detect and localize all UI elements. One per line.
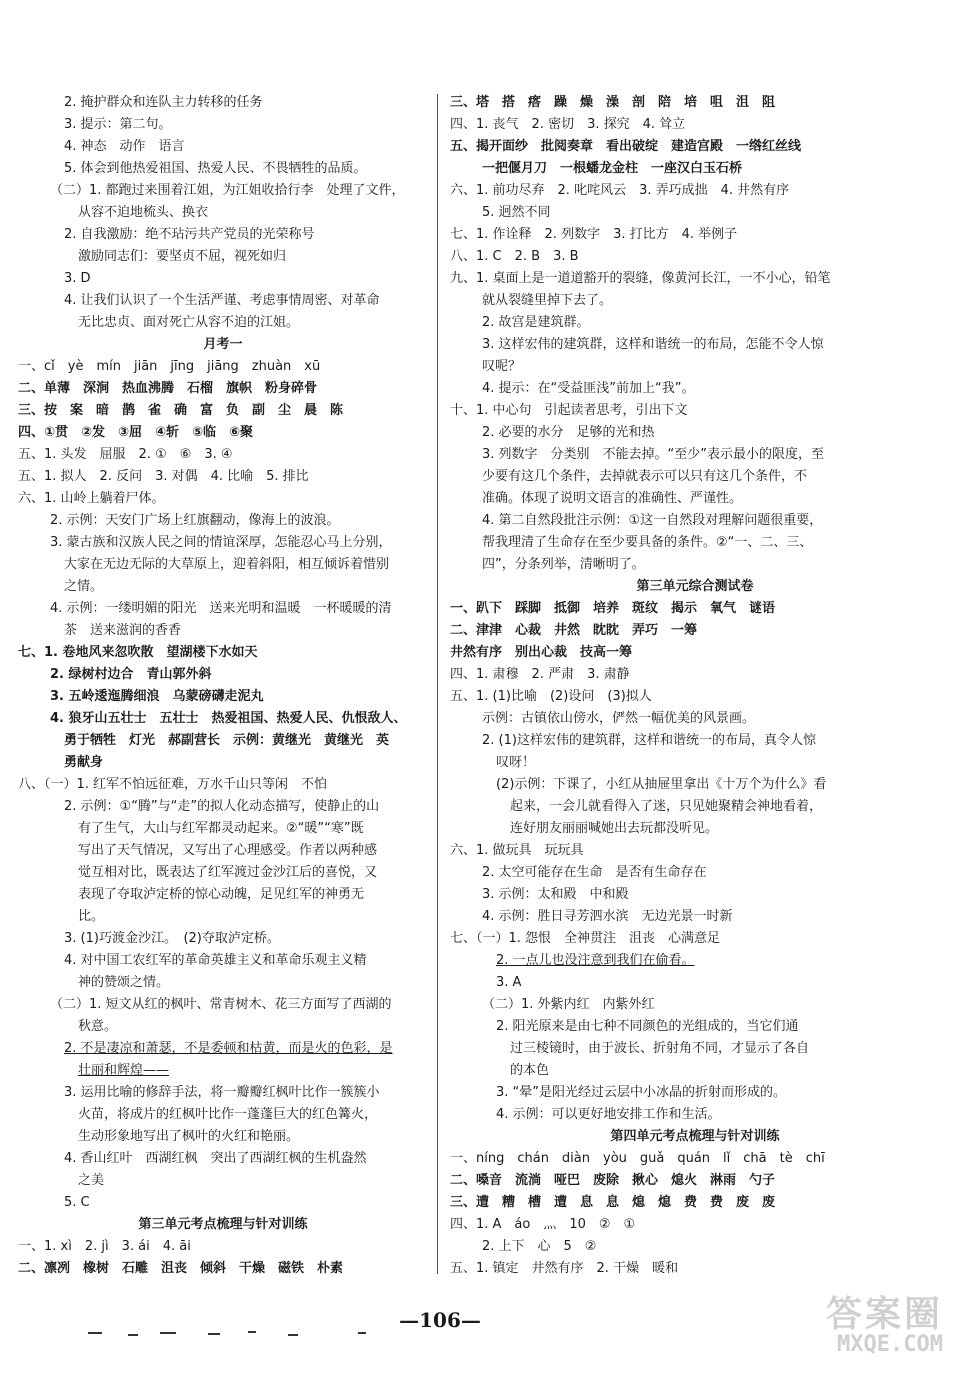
answer-line: 七、1. 卷地风来忽吹散 望湖楼下水如天 <box>18 645 258 660</box>
answer-line: 准确。体现了说明文语言的准确性、严谨性。 <box>482 491 743 506</box>
answer-line: 比。 <box>78 909 105 924</box>
answer-line: 三、塔 搭 瘩 躁 燥 澡 剖 陪 培 咀 沮 阻 <box>450 95 776 110</box>
answer-line: 五、1. (1)比喻 (2)设问 (3)拟人 <box>450 689 652 704</box>
answer-line: 2. 掩护群众和连队主力转移的任务 <box>64 95 263 110</box>
answer-line: （二）1. 短文从红的枫叶、常青树木、花三方面写了西湖的 <box>50 997 392 1012</box>
answer-line: 四”，分条列举，清晰明了。 <box>482 557 645 572</box>
answer-line: 3. 五岭逶迤腾细浪 乌蒙磅礴走泥丸 <box>50 689 264 704</box>
answer-line: 起来，一会儿就看得入了迷，只见她聚精会神地看着， <box>510 799 823 814</box>
answer-line: 3. 这样宏伟的建筑群，这样和谐统一的布局，怎能不令人惊 <box>482 337 824 352</box>
answer-line: 2. 上下 心 5 ② <box>482 1239 597 1254</box>
answer-line: 示例：古镇依山傍水，俨然一幅优美的风景画。 <box>482 711 756 726</box>
answer-line: 无比忠贞、面对死亡从容不迫的江姐。 <box>78 315 300 330</box>
answer-line: 少要有这几个条件，去掉就表示可以只有这几个条件，不 <box>482 469 808 484</box>
answer-line: 激励同志们：要坚贞不屈，视死如归 <box>78 249 287 264</box>
answer-line: 2. 自我激励：绝不玷污共产党员的光荣称号 <box>64 227 315 242</box>
answer-line: 3. D <box>64 271 91 286</box>
section-heading: 第三单元综合测试卷 <box>636 579 754 594</box>
answer-line: （二）1. 外紫内红 内紫外红 <box>482 997 655 1012</box>
answer-line: 二、单薄 深涧 热血沸腾 石榴 旗帜 粉身碎骨 <box>18 381 318 396</box>
answer-line: 秋意。 <box>78 1019 118 1034</box>
answer-line: 一、趴下 踩脚 抵御 培养 斑纹 揭示 氧气 谜语 <box>450 601 776 616</box>
answer-line: (2)示例：下课了，小红从抽屉里拿出《十万个为什么》看 <box>496 777 827 792</box>
answer-line: 4. 示例：可以更好地安排工作和生活。 <box>496 1107 721 1122</box>
answer-line: 七、1. 作诠释 2. 列数字 3. 打比方 4. 举例子 <box>450 227 738 242</box>
watermark-url: MXQE.COM <box>837 1332 943 1357</box>
answer-line: 一、1. xì 2. jì 3. ái 4. āi <box>18 1239 191 1254</box>
answer-line: 五、1. 拟人 2. 反问 3. 对偶 4. 比喻 5. 排比 <box>18 469 309 484</box>
answer-line: 4. 香山红叶 西湖红枫 突出了西湖红枫的生机盎然 <box>64 1151 367 1166</box>
answer-line: 2. 太空可能存在生命 是否有生命存在 <box>482 865 707 880</box>
answer-line: 三、遭 糟 槽 遭 息 息 熄 熄 费 费 废 废 <box>450 1195 776 1210</box>
section-heading: 第三单元考点梳理与针对训练 <box>138 1217 308 1232</box>
watermark-logo: 答案圈 <box>825 1294 943 1335</box>
answer-line: 勇于牺牲 灯光 郝副营长 示例：黄继光 黄继光 英 <box>64 733 390 748</box>
answer-line: 3. 运用比喻的修辞手法，将一瓣瓣红枫叶比作一簇簇小 <box>64 1085 380 1100</box>
answer-line: 2. 不是凄凉和萧瑟，不是委顿和枯黄，而是火的色彩，是 <box>64 1041 393 1056</box>
answer-line: 一把偃月刀 一根蟠龙金柱 一座汉白玉石桥 <box>482 161 743 176</box>
answer-line: 4. 让我们认识了一个生活严谨、考虑事情周密、对革命 <box>64 293 380 308</box>
answer-line: 4. 示例：一缕明媚的阳光 送来光明和温暖 一杯暖暖的清 <box>50 601 392 616</box>
answer-line: 2. 阳光原来是由七种不同颜色的光组成的，当它们通 <box>496 1019 799 1034</box>
answer-line: 八、（一）1. 红军不怕远征难，万水千山只等闲 不怕 <box>18 777 328 792</box>
answer-line: 十、1. 中心句 引起读者思考，引出下文 <box>450 403 688 418</box>
left-column <box>18 92 428 1280</box>
section-heading: 月考一 <box>203 337 243 352</box>
answer-line: 一、níng chán diàn yòu guǎ quán lǐ chā tè chī <box>450 1151 825 1166</box>
answer-line: 连好朋友丽丽喊她出去玩都没听见。 <box>510 821 719 836</box>
answer-line: 从容不迫地梳头、换衣 <box>78 205 209 220</box>
answer-line: 八、1. C 2. B 3. B <box>450 249 579 264</box>
answer-line: 有了生气，大山与红军都灵动起来。②“暖”“寒”既 <box>78 821 364 836</box>
answer-line: 4. 对中国工农红军的革命英雄主义和革命乐观主义精 <box>64 953 367 968</box>
answer-line: 大家在无边无际的大草原上，迎着斜阳，相互倾诉着惜别 <box>64 557 390 572</box>
answer-line: 4. 狼牙山五壮士 五壮士 热爱祖国、热爱人民、仇恨敌人、 <box>50 711 407 726</box>
answer-line: 3. 示例：太和殿 中和殿 <box>482 887 629 902</box>
answer-line: 六、1. 做玩具 玩玩具 <box>450 843 584 858</box>
right-column <box>450 92 940 1280</box>
answer-line: 2. 必要的水分 足够的光和热 <box>482 425 655 440</box>
answer-line: （二）1. 都跑过来围着江姐，为江姐收拾行李 处理了文件， <box>50 183 405 198</box>
answer-line: 二、凛冽 橡树 石雕 沮丧 倾斜 干燥 磁铁 朴素 <box>18 1261 344 1276</box>
answer-line: 5. 迥然不同 <box>482 205 551 220</box>
answer-line: 5. 体会到他热爱祖国、热爱人民、不畏牺牲的品质。 <box>64 161 367 176</box>
answer-line: 4. 提示：在“受益匪浅”前加上“我”。 <box>482 381 695 396</box>
answer-line: 4. 示例：胜日寻芳泗水滨 无边光景一时新 <box>482 909 733 924</box>
watermark <box>772 1286 947 1366</box>
answer-line: 火苗，将成片的红枫叶比作一蓬蓬巨大的红色篝火， <box>78 1107 378 1122</box>
answer-line: 的本色 <box>510 1063 550 1078</box>
answer-line: 壮丽和辉煌—— <box>78 1063 170 1078</box>
answer-line: 二、嗓音 流淌 哑巴 废除 揪心 熄火 淋雨 勺子 <box>450 1173 776 1188</box>
answer-line: 九、1. 桌面上是一道道豁开的裂缝，像黄河长江，一不小心，铅笔 <box>450 271 831 286</box>
answer-line: 4. 第二自然段批注示例：①这一自然段对理解问题很重要， <box>482 513 823 528</box>
answer-line: 四、1. 丧气 2. 密切 3. 探究 4. 耸立 <box>450 117 686 132</box>
answer-line: 5. C <box>64 1195 90 1210</box>
answer-line: 2. 故宫是建筑群。 <box>482 315 590 330</box>
answer-line: 井然有序 别出心裁 技高一筹 <box>450 645 633 660</box>
answer-line: 4. 神态 动作 语言 <box>64 139 185 154</box>
answer-line: 表现了夺取泸定桥的惊心动魄，足见红军的神勇无 <box>78 887 365 902</box>
answer-line: 3. 列数字 分类别 不能去掉。“至少”表示最小的限度，至 <box>482 447 825 462</box>
answer-line: 叹呢？ <box>482 359 522 374</box>
answer-line: 3. (1)巧渡金沙江。 (2)夺取泸定桥。 <box>64 931 280 946</box>
answer-line: 二、津津 心裁 井然 眈眈 弄巧 一筹 <box>450 623 698 638</box>
answer-line: 四、1. 肃穆 2. 严肃 3. 肃静 <box>450 667 630 682</box>
answer-line: 之情。 <box>64 579 104 594</box>
answer-line: 六、1. 山岭上躺着尸体。 <box>18 491 165 506</box>
answer-line: 2. 绿树村边合 青山郭外斜 <box>50 667 212 682</box>
answer-line: 五、1. 镇定 井然有序 2. 干燥 暖和 <box>450 1261 679 1276</box>
answer-line: 过三棱镜时，由于波长、折射角不同，才显示了各自 <box>510 1041 810 1056</box>
answer-line: 帮我理清了生命存在至少要具备的条件。②“一、二、三、 <box>482 535 813 550</box>
answer-line: 觉互相对比，既表达了红军渡过金沙江后的喜悦，又 <box>78 865 378 880</box>
answer-line: 七、（一）1. 怨恨 全神贯注 沮丧 心满意足 <box>450 931 721 946</box>
answer-line: 六、1. 前功尽弃 2. 叱咤风云 3. 弄巧成拙 4. 井然有序 <box>450 183 790 198</box>
answer-line: 2. 示例：①“腾”与“走”的拟人化动态描写，使静止的山 <box>64 799 380 814</box>
answer-line: 3. “晕”是阳光经过云层中小冰晶的折射而形成的。 <box>496 1085 787 1100</box>
answer-line: 2. 示例：天安门广场上红旗翻动，像海上的波浪。 <box>50 513 340 528</box>
page-number: —106— <box>399 1308 481 1332</box>
answer-line: 神的赞颂之情。 <box>78 975 170 990</box>
section-heading: 第四单元考点梳理与针对训练 <box>610 1129 780 1144</box>
answer-line: 生动形象地写出了枫叶的火红和艳丽。 <box>78 1129 300 1144</box>
answer-line: 四、1. A áo 灬 10 ② ① <box>450 1217 636 1232</box>
answer-line: 五、揭开面纱 批阅奏章 看出破绽 建造宫殿 一绺红丝线 <box>450 139 802 154</box>
answer-line: 叹呀！ <box>496 755 536 770</box>
answer-line: 之美 <box>78 1173 105 1188</box>
answer-line: 3. 蒙古族和汉族人民之间的情谊深厚，怎能忍心马上分别， <box>50 535 392 550</box>
answer-line: 勇献身 <box>64 755 104 770</box>
column-divider <box>437 94 438 1274</box>
answer-line: 3. A <box>496 975 522 990</box>
answer-line: 就从裂缝里掉下去了。 <box>482 293 613 308</box>
answer-line: 3. 提示：第二句。 <box>64 117 172 132</box>
answer-line: 写出了天气情况，又写出了心理感受。作者以两种感 <box>78 843 378 858</box>
answer-line: 一、cǐ yè mín jiān jīng jiāng zhuàn xū <box>18 359 321 374</box>
answer-line: 茶 送来滋润的香香 <box>64 623 182 638</box>
answer-line: 五、1. 头发 屈服 2. ① ⑥ 3. ④ <box>18 447 233 462</box>
answer-line: 2. 一点儿也没注意到我们在偷看。 <box>496 953 695 968</box>
answer-line: 三、按 案 暗 鹊 雀 确 富 负 副 尘 晨 陈 <box>18 403 344 418</box>
answer-line: 2. (1)这样宏伟的建筑群，这样和谐统一的布局，真令人惊 <box>482 733 816 748</box>
answer-line: 四、①贯 ②发 ③屈 ④斩 ⑤临 ⑥聚 <box>18 425 254 440</box>
